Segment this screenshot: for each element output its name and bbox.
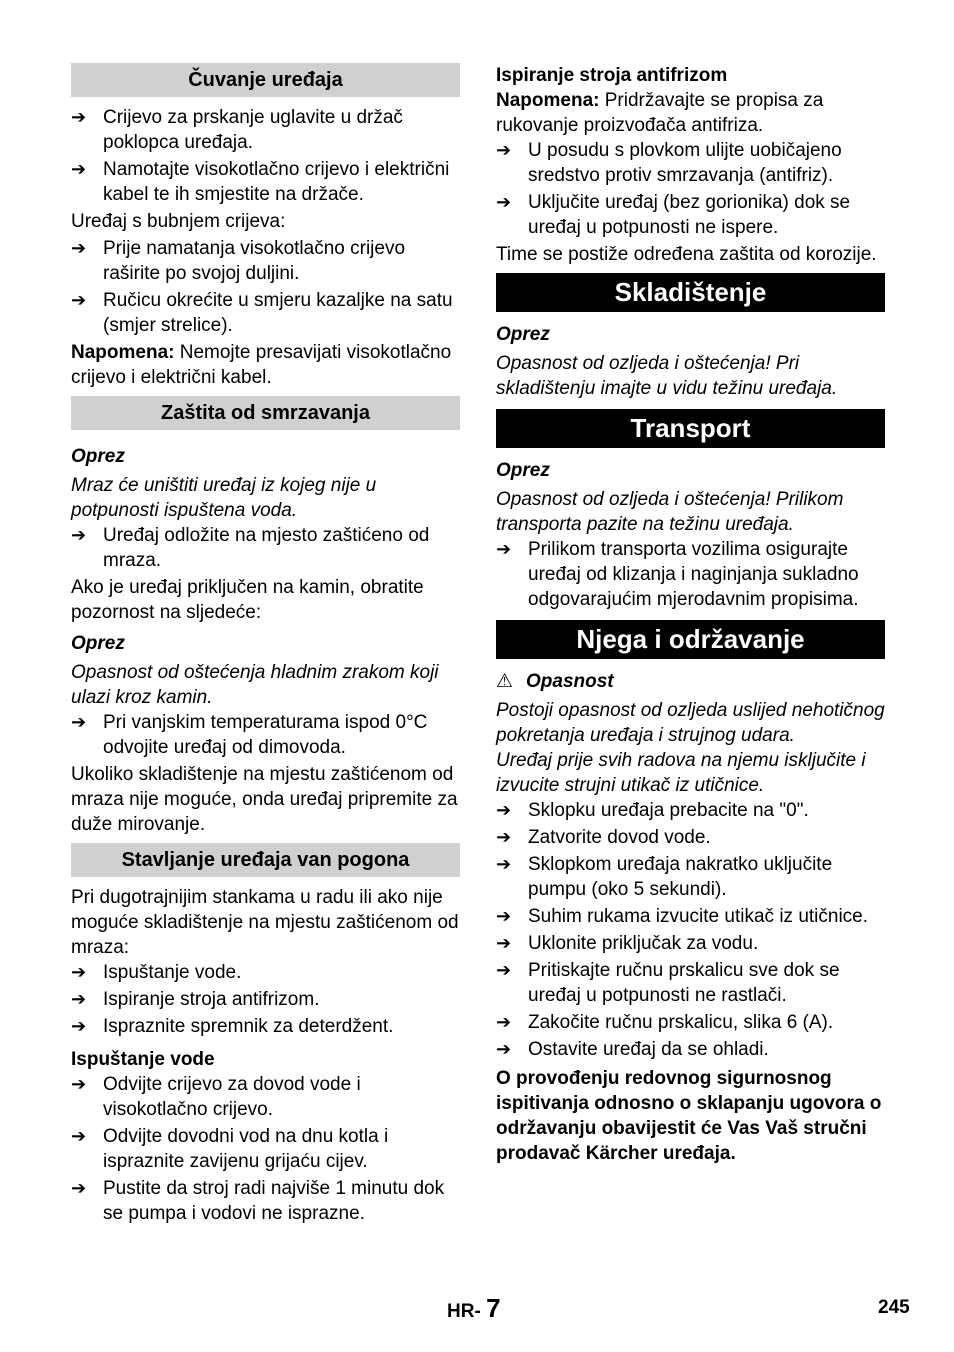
caution-text: Opasnost od ozljeda i oštećenja! Pri skladištenju imajte u vidu težinu uređaja. xyxy=(496,353,838,399)
left-column xyxy=(71,63,460,1226)
caution-label: Oprez xyxy=(71,633,125,654)
list-item: ➔ Ispiranje stroja antifrizom. xyxy=(71,989,320,1010)
danger-text: Uređaj prije svih radova na njemu isključite i izvucite strujni utikač iz utičnice. xyxy=(496,750,866,796)
arrow-right-icon: ➔ xyxy=(496,933,512,953)
list-item: ➔ Ručicu okrećite u smjeru kazaljke na satu (smjer strelice). xyxy=(71,290,453,336)
heading-zastita: Zaštita od smrzavanja xyxy=(71,396,460,430)
list-item: ➔ Zakočite ručnu prskalicu, slika 6 (A). xyxy=(496,1012,834,1033)
list-item: ➔ Ispraznite spremnik za deterdžent. xyxy=(71,1016,394,1037)
footer-lang: HR- xyxy=(447,1301,481,1322)
list-item: ➔ Pri vanjskim temperaturama ispod 0°C odvojite uređaj od dimovoda. xyxy=(71,712,428,758)
caution-text: Mraz će uništiti uređaj iz kojeg nije u potpunosti ispuštena voda. xyxy=(71,475,377,521)
arrow-right-icon: ➔ xyxy=(496,1039,512,1059)
note-paragraph: Napomena: Pridržavajte se propisa za rukovanje proizvođača antifriza. xyxy=(496,90,824,136)
list-item: ➔ Sklopkom uređaja nakratko uključite pumpu (oko 5 sekundi). xyxy=(496,854,833,900)
caution-text: Opasnost od ozljeda i oštećenja! Prilikom transporta pazite na težinu uređaja. xyxy=(496,489,844,535)
list-item: ➔ Prije namatanja visokotlačno crijevo raširite po svojoj duljini. xyxy=(71,238,406,284)
list-item: ➔ Pritiskajte ručnu prskalicu sve dok se uređaj u potpunosti ne rastlači. xyxy=(496,960,840,1006)
arrow-right-icon: ➔ xyxy=(71,290,87,310)
arrow-right-icon: ➔ xyxy=(71,1178,87,1198)
note-label: Napomena: xyxy=(496,90,600,111)
arrow-right-icon: ➔ xyxy=(496,1012,512,1032)
arrow-right-icon: ➔ xyxy=(496,854,512,874)
heading-skladistenje: Skladištenje xyxy=(496,273,885,312)
right-column xyxy=(496,63,885,1166)
subheading-ispiranje: Ispiranje stroja antifrizom xyxy=(496,65,728,86)
danger-label: ⚠ Opasnost xyxy=(496,671,614,692)
arrow-right-icon: ➔ xyxy=(71,159,87,179)
paragraph: Time se postiže određena zaštita od korozije. xyxy=(496,244,877,265)
arrow-right-icon: ➔ xyxy=(71,238,87,258)
list-item: ➔ Namotajte visokotlačno crijevo i električni kabel te ih smjestite na držače. xyxy=(71,159,450,205)
list-item: ➔ Ostavite uređaj da se ohladi. xyxy=(496,1039,769,1060)
list-item: ➔ Crijevo za prskanje uglavite u držač poklopca uređaja. xyxy=(71,107,403,153)
heading-stavljanje: Stavljanje uređaja van pogona xyxy=(71,843,460,877)
list-item: ➔ Zatvorite dovod vode. xyxy=(496,827,711,848)
list-item: ➔ Prilikom transporta vozilima osigurajte uređaj od klizanja i naginjanja sukladno odgovarajućim mjerodavnim propisima. xyxy=(496,539,859,610)
arrow-right-icon: ➔ xyxy=(496,960,512,980)
note-label: Napomena: xyxy=(71,342,175,363)
footer-page-in-lang: 7 xyxy=(486,1293,501,1323)
footer-language-page xyxy=(447,1293,501,1324)
list-item: ➔ Uklonite priključak za vodu. xyxy=(496,933,759,954)
paragraph: Pri dugotrajnijim stankama u radu ili ako nije moguće skladištenje na mjestu zaštićenom od mraza: xyxy=(71,887,459,958)
paragraph: Ukoliko skladištenje na mjestu zaštićenom od mraza nije moguće, onda uređaj pripremite za duže mirovanje. xyxy=(71,764,458,835)
list-item: ➔ Pustite da stroj radi najviše 1 minutu dok se pumpa i vodovi ne isprazne. xyxy=(71,1178,445,1224)
note-paragraph: Napomena: Nemojte presavijati visokotlačno crijevo i električni kabel. xyxy=(71,342,452,388)
arrow-right-icon: ➔ xyxy=(71,525,87,545)
list-item: ➔ Sklopku uređaja prebacite na "0". xyxy=(496,800,809,821)
heading-cuvanje: Čuvanje uređaja xyxy=(71,63,460,97)
list-item: ➔ Odvijte dovodni vod na dnu kotla i ispraznite zavijenu grijaću cijev. xyxy=(71,1126,389,1172)
arrow-right-icon: ➔ xyxy=(71,989,87,1009)
list-item: ➔ Uređaj odložite na mjesto zaštićeno od mraza. xyxy=(71,525,430,571)
arrow-right-icon: ➔ xyxy=(496,192,512,212)
arrow-right-icon: ➔ xyxy=(71,712,87,732)
footer-page-number: 245 xyxy=(878,1297,910,1318)
caution-label: Oprez xyxy=(71,446,125,467)
arrow-right-icon: ➔ xyxy=(71,962,87,982)
arrow-right-icon: ➔ xyxy=(496,906,512,926)
list-item: ➔ Odvijte crijevo za dovod vode i visokotlačno crijevo. xyxy=(71,1074,361,1120)
paragraph: Ako je uređaj priključen na kamin, obratite pozornost na sljedeće: xyxy=(71,577,424,623)
arrow-right-icon: ➔ xyxy=(496,539,512,559)
heading-njega: Njega i održavanje xyxy=(496,620,885,659)
arrow-right-icon: ➔ xyxy=(496,140,512,160)
list-item: ➔ Uključite uređaj (bez gorionika) dok se uređaj u potpunosti ne ispere. xyxy=(496,192,851,238)
caution-label: Oprez xyxy=(496,460,550,481)
service-notice: O provođenju redovnog sigurnosnog ispitivanja odnosno o sklapanju ugovora o održavanju obavijestit će Vas Vaš stručni prodavač Kärcher uređaja. xyxy=(496,1068,882,1164)
list-item: ➔ Suhim rukama izvucite utikač iz utičnice. xyxy=(496,906,869,927)
subheading-ispustanje: Ispuštanje vode xyxy=(71,1049,215,1070)
caution-label: Oprez xyxy=(496,324,550,345)
arrow-right-icon: ➔ xyxy=(496,800,512,820)
list-item: ➔ U posudu s plovkom ulijte uobičajeno sredstvo protiv smrzavanja (antifriz). xyxy=(496,140,842,186)
caution-text: Opasnost od oštećenja hladnim zrakom koji ulazi kroz kamin. xyxy=(71,662,439,708)
arrow-right-icon: ➔ xyxy=(71,107,87,127)
arrow-right-icon: ➔ xyxy=(71,1074,87,1094)
list-item: ➔ Ispuštanje vode. xyxy=(71,962,242,983)
warning-triangle-icon: ⚠ xyxy=(496,671,514,692)
heading-transport: Transport xyxy=(496,409,885,448)
paragraph: Uređaj s bubnjem crijeva: xyxy=(71,211,286,232)
arrow-right-icon: ➔ xyxy=(496,827,512,847)
danger-text: Postoji opasnost od ozljeda uslijed nehotičnog pokretanja uređaja i strujnog udara. xyxy=(496,700,885,746)
arrow-right-icon: ➔ xyxy=(71,1016,87,1036)
arrow-right-icon: ➔ xyxy=(71,1126,87,1146)
